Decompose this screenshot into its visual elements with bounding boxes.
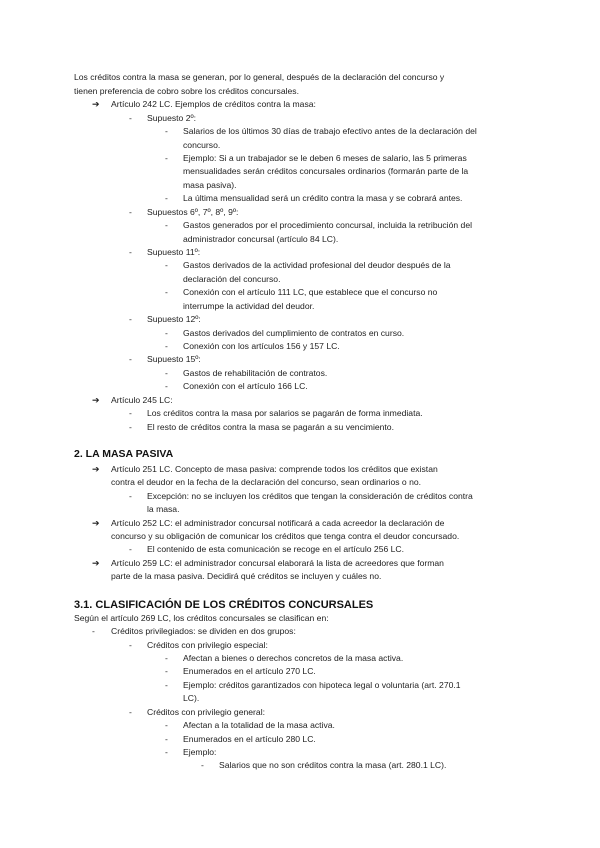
dash-bullet: - [165, 341, 168, 351]
s15-item1: Gastos de rehabilitación de contratos. [183, 368, 328, 378]
dash-bullet: - [165, 680, 168, 690]
dash-bullet: - [165, 220, 168, 230]
s11-label: Supuesto 11º: [147, 247, 201, 257]
dash-bullet: - [165, 193, 168, 203]
especial-item3-b: LC). [183, 693, 200, 703]
arrow-bullet-icon: ➔ [92, 558, 100, 568]
s2-label: Supuesto 2º: [147, 113, 197, 123]
dash-bullet: - [129, 640, 132, 650]
dash-bullet: - [165, 126, 168, 136]
a252-line1: Artículo 252 LC: el administrador concursal notificará a cada acreedor la declaración de [111, 518, 445, 528]
s2-item2-c: masa pasiva). [183, 180, 237, 190]
dash-bullet: - [129, 113, 132, 123]
dash-bullet: - [165, 666, 168, 676]
section31-heading: 3.1. CLASIFICACIÓN DE LOS CRÉDITOS CONCURSALES [74, 599, 374, 611]
especial-item2: Enumerados en el artículo 270 LC. [183, 666, 316, 676]
especial-label: Créditos con privilegio especial: [147, 640, 268, 650]
a259-line2: parte de la masa pasiva. Decidirá qué créditos se incluyen y cuáles no. [111, 571, 382, 581]
dash-bullet: - [129, 491, 132, 501]
a252-item1: El contenido de esta comunicación se recoge en el artículo 256 LC. [147, 544, 405, 554]
dash-bullet: - [165, 368, 168, 378]
dash-bullet: - [129, 544, 132, 554]
s6-item1-a: Gastos generados por el procedimiento concursal, incluida la retribución del [183, 220, 473, 230]
dash-bullet: - [129, 707, 132, 717]
dash-bullet: - [165, 734, 168, 744]
dash-bullet: - [165, 328, 168, 338]
general-item3: Ejemplo: [183, 747, 217, 757]
art242-title: Artículo 242 LC. Ejemplos de créditos contra la masa: [111, 99, 316, 109]
dash-bullet: - [165, 747, 168, 757]
s2-item1-b: concurso. [183, 140, 221, 150]
intro-line-1: Los créditos contra la masa se generan, por lo general, después de la declaración del concurso y [74, 72, 445, 82]
section2-heading: 2. LA MASA PASIVA [74, 448, 174, 460]
arrow-bullet-icon: ➔ [92, 464, 100, 474]
dash-bullet: - [92, 626, 95, 636]
dash-bullet: - [129, 207, 132, 217]
dash-bullet: - [129, 314, 132, 324]
a251-exception-2: la masa. [147, 504, 180, 514]
dash-bullet: - [201, 760, 204, 770]
dash-bullet: - [165, 287, 168, 297]
general-item2: Enumerados en el artículo 280 LC. [183, 734, 316, 744]
dash-bullet: - [165, 260, 168, 270]
especial-item1: Afectan a bienes o derechos concretos de la masa activa. [183, 653, 404, 663]
s11-item1-b: declaración del concurso. [183, 274, 281, 284]
a251-line2: contra el deudor en la fecha de la declaración del concurso, sean ordinarios o no. [111, 477, 422, 487]
s12-item2: Conexión con los artículos 156 y 157 LC. [183, 341, 340, 351]
arrow-bullet-icon: ➔ [92, 518, 100, 528]
s2-item2-a: Ejemplo: Si a un trabajador se le deben 6 meses de salario, las 5 primeras [183, 153, 467, 163]
s11-item2-a: Conexión con el artículo 111 LC, que establece que el concurso no [183, 287, 438, 297]
a259-line1: Artículo 259 LC: el administrador concursal elaborará la lista de acreedores que forman [111, 558, 444, 568]
dash-bullet: - [165, 720, 168, 730]
arrow-bullet-icon: ➔ [92, 99, 100, 109]
dash-bullet: - [129, 247, 132, 257]
dash-bullet: - [129, 408, 132, 418]
especial-item3-a: Ejemplo: créditos garantizados con hipoteca legal o voluntaria (art. 270.1 [183, 680, 461, 690]
s11-item2-b: interrumpe la actividad del deudor. [183, 301, 315, 311]
intro-line-2: tienen preferencia de cobro sobre los créditos concursales. [74, 86, 299, 96]
s2-item1-a: Salarios de los últimos 30 días de trabajo efectivo antes de la declaración del [183, 126, 477, 136]
art245-item1: Los créditos contra la masa por salarios se pagarán de forma inmediata. [147, 408, 423, 418]
dash-bullet: - [165, 153, 168, 163]
s2-item2-b: mensualidades serán créditos concursales ordinarios (formarán parte de la [183, 166, 469, 176]
s2-item3: La última mensualidad será un crédito contra la masa y se cobrará antes. [183, 193, 463, 203]
s15-label: Supuesto 15º: [147, 354, 201, 364]
s12-item1: Gastos derivados del cumplimiento de contratos en curso. [183, 328, 405, 338]
arrow-bullet-icon: ➔ [92, 395, 100, 405]
general-item4: Salarios que no son créditos contra la masa (art. 280.1 LC). [219, 760, 447, 770]
dash-bullet: - [165, 381, 168, 391]
s6-label: Supuestos 6º, 7º, 8º, 9º: [147, 207, 239, 217]
s11-item1-a: Gastos derivados de la actividad profesional del deudor después de la [183, 260, 451, 270]
a251-exception-1: Excepción: no se incluyen los créditos que tengan la consideración de créditos contra [147, 491, 473, 501]
a252-line2: concurso y su obligación de comunicar los créditos que tenga contra el deudor concursado. [111, 531, 460, 541]
s15-item2: Conexión con el artículo 166 LC. [183, 381, 308, 391]
section31-intro: Según el artículo 269 LC, los créditos concursales se clasifican en: [74, 613, 329, 623]
dash-bullet: - [129, 354, 132, 364]
dash-bullet: - [129, 422, 132, 432]
general-label: Créditos con privilegio general: [147, 707, 265, 717]
privilegiados-line: Créditos privilegiados: se dividen en dos grupos: [111, 626, 296, 636]
art245-item2: El resto de créditos contra la masa se pagarán a su vencimiento. [147, 422, 394, 432]
a251-line1: Artículo 251 LC. Concepto de masa pasiva: comprende todos los créditos que existan [111, 464, 438, 474]
art245-title: Artículo 245 LC: [111, 395, 173, 405]
general-item1: Afectan a la totalidad de la masa activa. [183, 720, 335, 730]
s12-label: Supuesto 12º: [147, 314, 201, 324]
dash-bullet: - [165, 653, 168, 663]
s6-item1-b: administrador concursal (artículo 84 LC). [183, 234, 339, 244]
